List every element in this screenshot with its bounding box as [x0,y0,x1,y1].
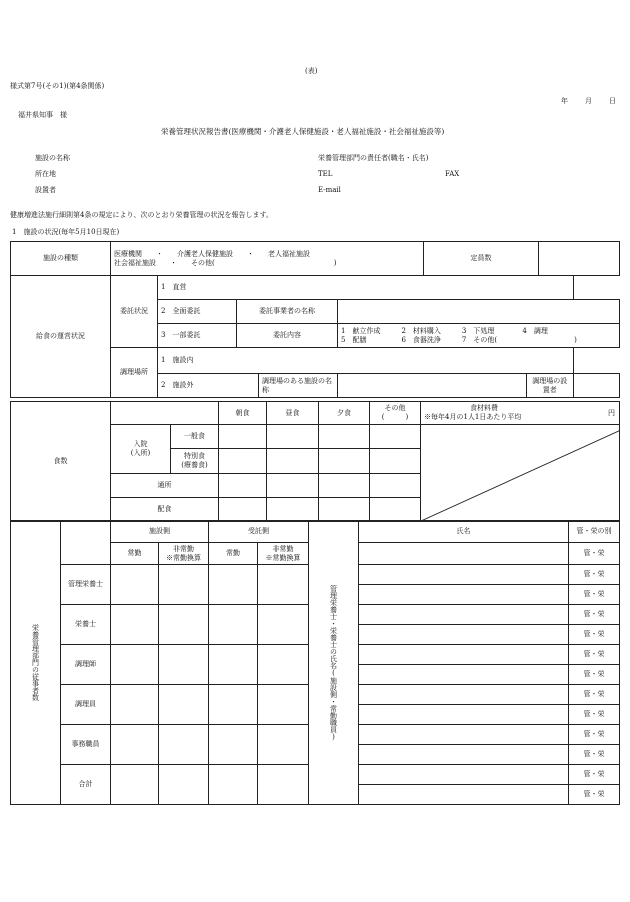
facility-type-options-line1: 医療機関 ・ 介護老人保健施設 ・ 老人福祉施設 [114,249,310,258]
special-meal-text: 特別食 [184,451,205,460]
staff-label [11,521,61,805]
address-label: 所在地 [35,170,56,178]
contract-parttime-header [258,543,309,565]
role-label: 調理師 [61,645,111,685]
delivery-label: 配食 [111,497,219,521]
outpatient-lunch[interactable] [267,473,319,497]
facility-parttime-note: ※常勤換算 [166,553,201,562]
role-cell[interactable] [209,765,258,805]
kind-row-4[interactable]: 管・栄 [569,605,620,625]
special-breakfast[interactable] [219,449,267,473]
special-dinner[interactable] [319,449,370,473]
facility-type-options-line2: 社会福祉施設 ・ その他( ) [114,258,337,267]
role-cell[interactable] [209,645,258,685]
name-row-2[interactable] [359,565,569,585]
general-other[interactable] [370,425,421,449]
diagonal-line [421,425,620,521]
founder-label: 設置者 [35,186,56,194]
tel-label: TEL [318,170,333,178]
staff-label-text: 栄養管理部門の従事者数 [31,624,40,701]
general-lunch[interactable] [267,425,319,449]
manager-label: 栄養管理部門の責任者(職名・氏名) [318,154,429,162]
role-label: 栄養士 [61,605,111,645]
place-name-label: 調理場のある施設の名称 [259,374,338,398]
facility-type-options [111,242,424,276]
role-cell[interactable] [209,565,258,605]
name-row-1[interactable] [359,543,569,565]
role-label: 事務職員 [61,725,111,765]
contents-options [338,324,620,348]
meals-label: 食数 [11,402,111,522]
food-cost-cell [421,402,620,425]
name-row-9[interactable] [359,705,569,725]
kind-row-5[interactable]: 管・栄 [569,625,620,645]
meals-header-blank [111,402,219,425]
role-cell[interactable] [159,685,209,725]
role-cell[interactable] [159,765,209,805]
meals-table [10,401,620,522]
kind-row-6[interactable]: 管・栄 [569,645,620,665]
place-owner-label: 調理場の設置者 [527,374,574,398]
outpatient-breakfast[interactable] [219,473,267,497]
role-cell[interactable] [159,645,209,685]
capacity-value[interactable] [539,242,620,276]
meals-diagonal-cell [421,425,620,522]
general-meal-label: 一般食 [171,425,219,449]
facility-name-label: 施設の名称 [35,154,70,162]
kind-row-13[interactable]: 管・栄 [569,785,620,805]
form-number: 様式第7号(その1)(第4条関係) [10,82,105,90]
contract-parttime-note: ※常勤換算 [265,553,301,562]
name-header: 氏名 [359,521,569,543]
food-cost-note: ※毎年4月の1人1日あたり平均 [424,413,522,421]
outpatient-label: 通所 [111,473,219,497]
place-owner-value[interactable] [573,374,620,398]
kind-header: 管・栄の別 [569,521,620,543]
side-label: (表) [305,67,318,75]
role-cell[interactable] [258,645,309,685]
role-cell[interactable] [258,765,309,805]
staff-header-blank [61,521,111,565]
intro-text: 健康増進法施行細則第4条の規定により、次のとおり栄養管理の状況を報告します。 [10,211,273,219]
facility-type-table [10,241,620,276]
date-month: 月 [585,97,592,105]
form-title: 栄養管理状況報告書(医療機関・介護老人保健施設・老人福祉施設・社会福祉施設等) [161,127,445,136]
other-header-text: その他 [384,404,406,412]
addressee: 福井県知事 様 [18,111,67,119]
delivery-other[interactable] [370,497,421,521]
role-cell[interactable] [258,725,309,765]
name-row-8[interactable] [359,685,569,705]
kind-row-12[interactable]: 管・栄 [569,765,620,785]
other-header-paren: ( ) [381,413,409,421]
full-outsourcing-option[interactable]: 2 全面委託 [158,300,237,324]
staff-table [10,520,620,805]
section-1-heading: 1 施設の状況(毎年5月10日現在) [12,228,120,236]
food-cost-label: 食材料費 [470,404,498,412]
role-cell[interactable] [258,605,309,645]
direct-option[interactable]: 1 直営 [158,276,574,300]
role-label: 管理栄養士 [61,565,111,605]
contents-label: 委託内容 [237,324,338,348]
operation-table [10,275,620,398]
contract-side-header: 受託側 [209,521,309,543]
role-cell[interactable] [111,765,159,805]
role-label: 合計 [61,765,111,805]
facility-parttime-text: 非常勤 [173,544,194,553]
outpatient-other[interactable] [370,473,421,497]
role-cell[interactable] [111,645,159,685]
kind-row-1[interactable]: 管・栄 [569,543,620,565]
kind-row-8[interactable]: 管・栄 [569,685,620,705]
other-header [370,402,421,425]
name-row-13[interactable] [359,785,569,805]
contractor-name-value[interactable] [338,300,620,324]
role-cell[interactable] [111,685,159,725]
special-lunch[interactable] [267,449,319,473]
outpatient-dinner[interactable] [319,473,370,497]
delivery-lunch[interactable] [267,497,319,521]
name-row-3[interactable] [359,585,569,605]
special-meal-label [171,449,219,473]
dinner-header: 夕食 [319,402,370,425]
name-row-4[interactable] [359,605,569,625]
role-cell[interactable] [258,565,309,605]
name-row-5[interactable] [359,625,569,645]
breakfast-header: 朝食 [219,402,267,425]
role-cell[interactable] [209,685,258,725]
special-other[interactable] [370,449,421,473]
name-row-7[interactable] [359,665,569,685]
facility-side-header: 施設側 [111,521,209,543]
fax-label: FAX [445,170,460,178]
role-cell[interactable] [111,605,159,645]
name-row-12[interactable] [359,765,569,785]
role-cell[interactable] [209,725,258,765]
kind-row-3[interactable]: 管・栄 [569,585,620,605]
lunch-header: 昼食 [267,402,319,425]
role-cell[interactable] [209,605,258,645]
outside-option[interactable]: 2 施設外 [158,374,259,398]
cooking-place-label: 調理場所 [111,348,158,398]
contractor-name-label: 委託事業者の名称 [237,300,338,324]
name-row-11[interactable] [359,745,569,765]
date-year: 年 [561,97,568,105]
role-cell[interactable] [111,725,159,765]
role-cell[interactable] [159,605,209,645]
kind-row-2[interactable]: 管・栄 [569,565,620,585]
yen-unit: 円 [608,409,615,417]
kind-row-7[interactable]: 管・栄 [569,665,620,685]
name-row-10[interactable] [359,725,569,745]
role-cell[interactable] [159,725,209,765]
inpatient-text: 入院 [133,439,148,448]
capacity-label: 定員数 [424,242,539,276]
facility-type-label: 施設の種類 [11,242,111,276]
delivery-dinner[interactable] [319,497,370,521]
kind-row-10[interactable]: 管・栄 [569,725,620,745]
facility-parttime-header [159,543,209,565]
contents-options-line2: 5 配膳 6 食器洗浄 7 その他( ) [341,335,577,344]
inpatient-paren: (入所) [130,448,151,457]
general-dinner[interactable] [319,425,370,449]
role-label: 調理員 [61,685,111,725]
contract-parttime-text: 非常勤 [272,544,294,553]
role-cell[interactable] [159,565,209,605]
special-meal-paren: (療養食) [181,460,208,469]
delivery-breakfast[interactable] [219,497,267,521]
inpatient-label [111,425,171,474]
email-label: E-mail [318,186,341,194]
outsourcing-label: 委託状況 [111,276,158,348]
kind-row-9[interactable]: 管・栄 [569,705,620,725]
general-breakfast[interactable] [219,425,267,449]
contents-options-line1: 1 献立作成 2 材料購入 3 下処理 4 調理 [341,326,548,335]
partial-outsourcing-option[interactable]: 3 一部委託 [158,324,237,348]
facility-fulltime-header: 常勤 [111,543,159,565]
names-label-text: 管理栄養士・栄養士の氏名(施設側・常勤職員) [329,584,338,741]
name-row-6[interactable] [359,645,569,665]
kind-row-11[interactable]: 管・栄 [569,745,620,765]
role-cell[interactable] [111,565,159,605]
inside-option[interactable]: 1 施設内 [158,348,574,374]
date-day: 日 [609,97,616,105]
place-name-value[interactable] [338,374,527,398]
operation-label: 給食の運営状況 [11,276,111,398]
names-label [309,521,359,805]
role-cell[interactable] [258,685,309,725]
contract-fulltime-header: 常勤 [209,543,258,565]
